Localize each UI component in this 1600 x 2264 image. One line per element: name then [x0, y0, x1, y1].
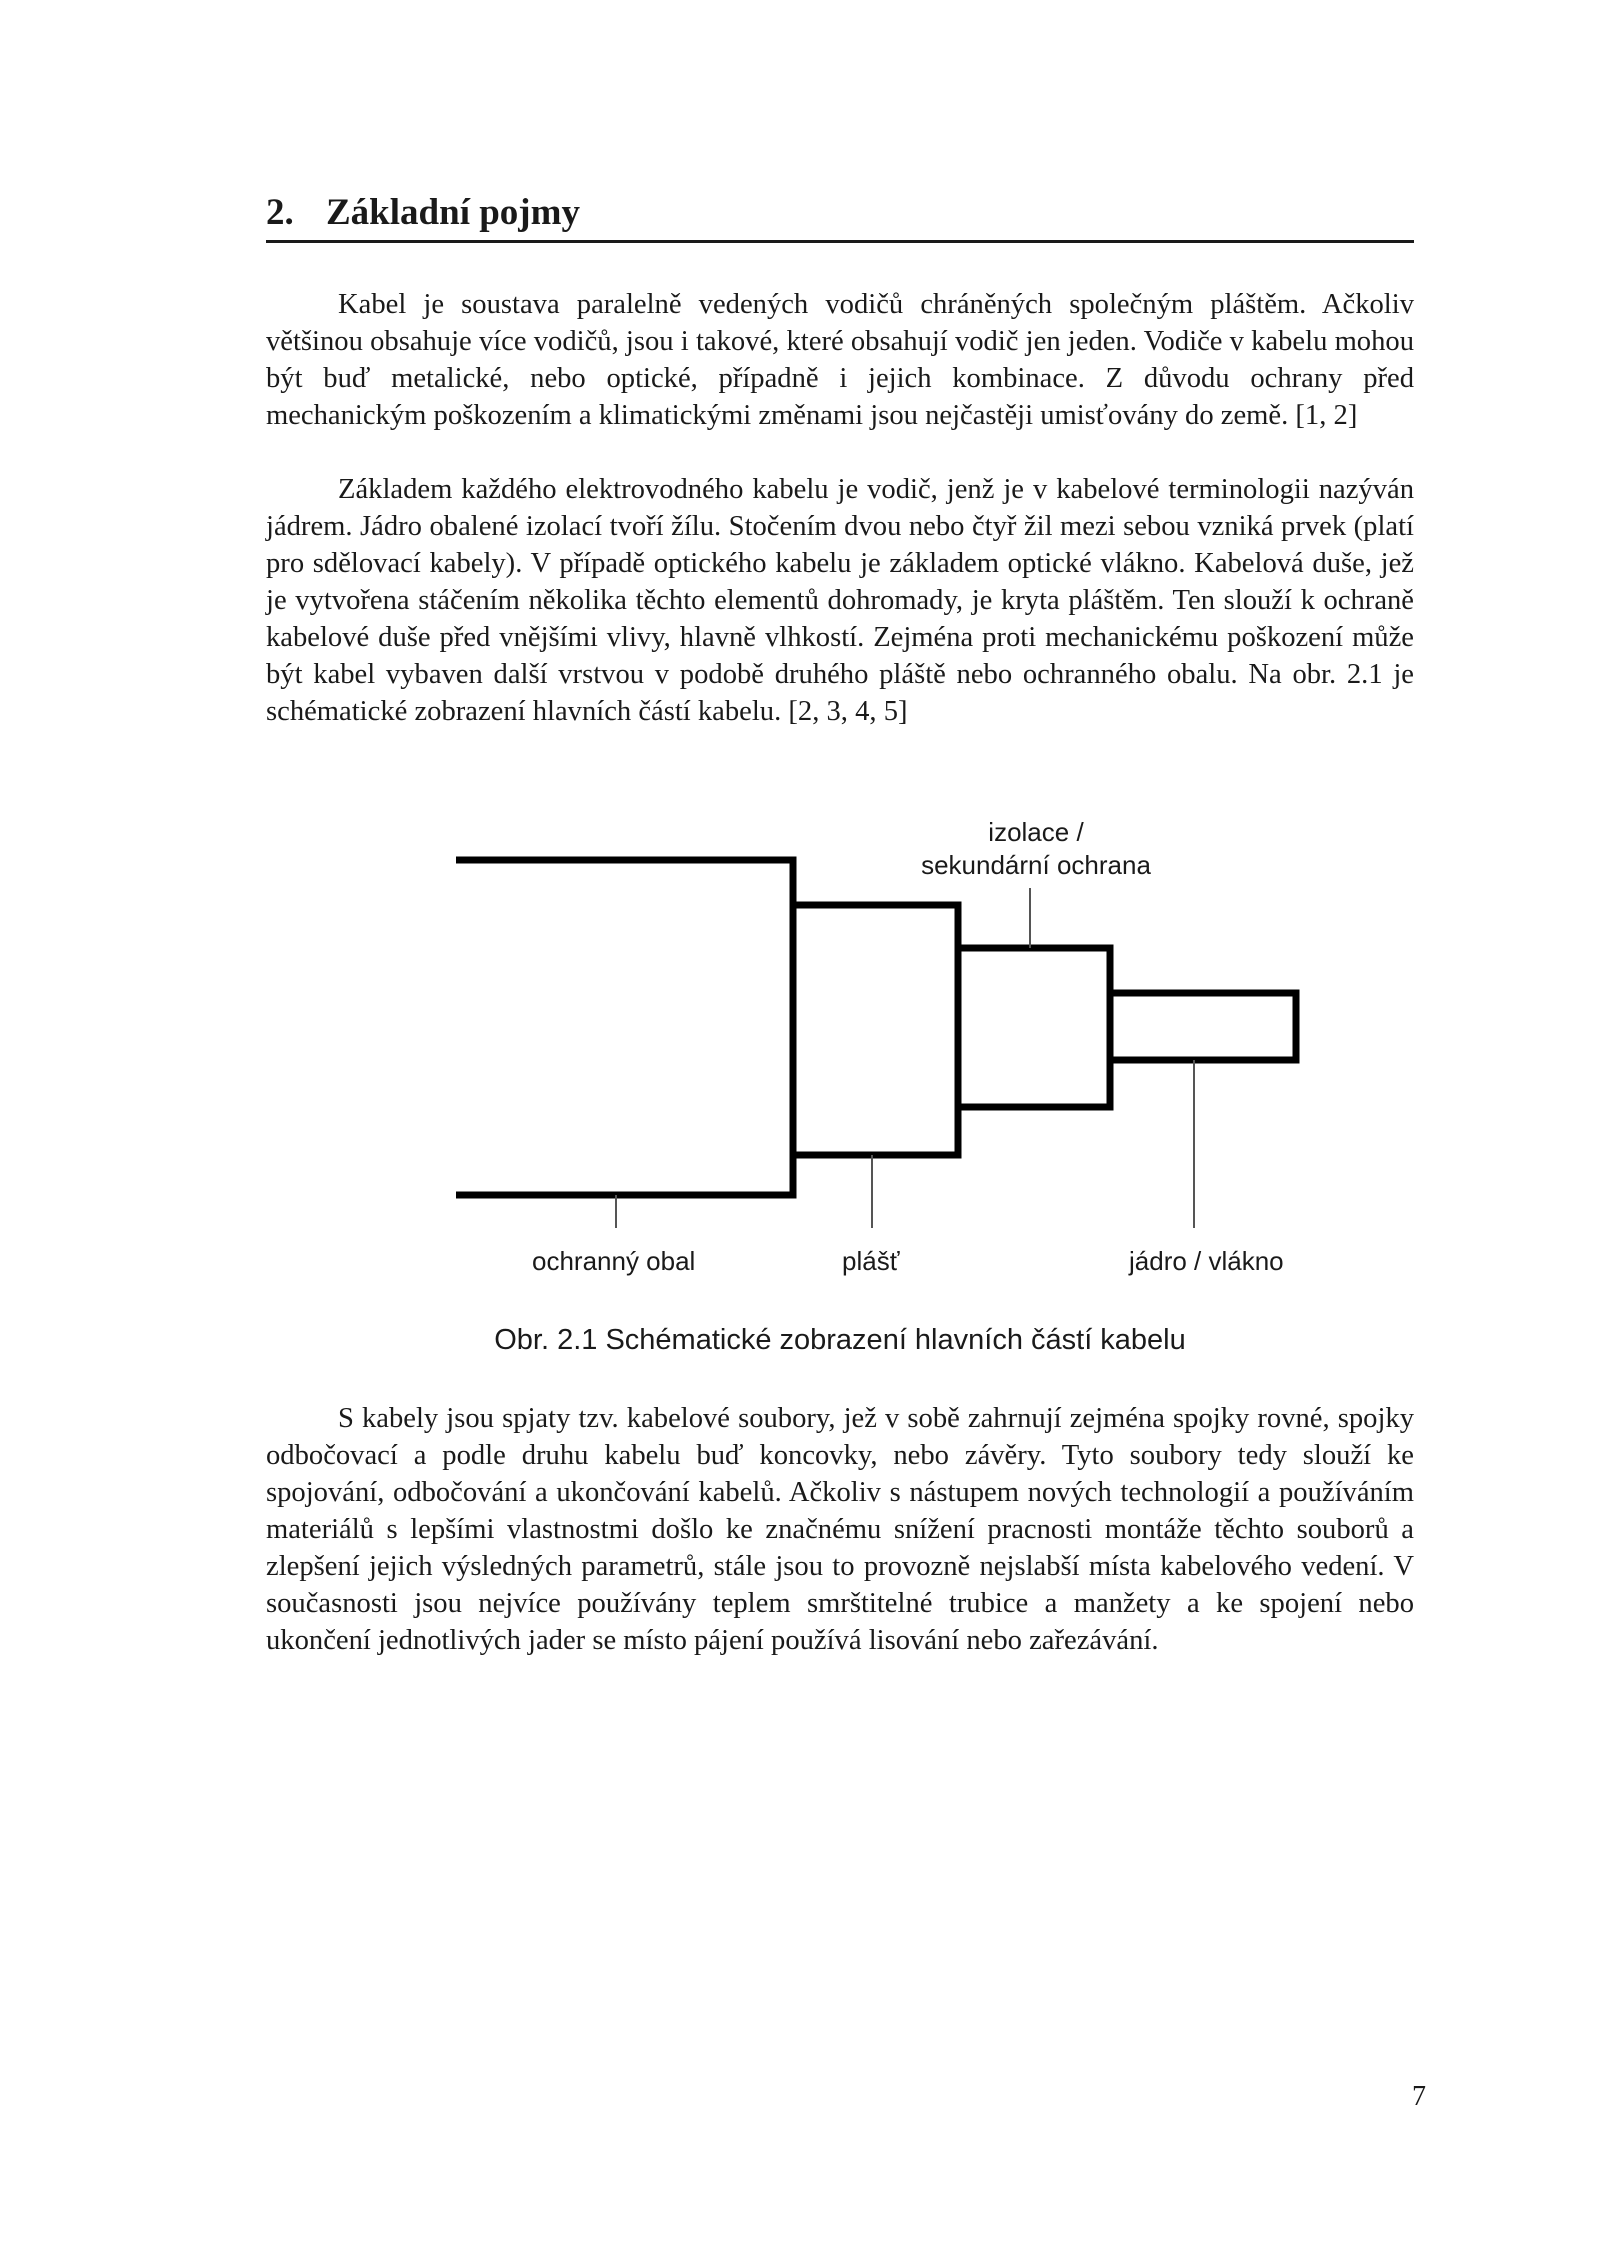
paragraph-kabel-structure: Základem každého elektrovodného kabelu je vodič, jenž je v kabelové terminologii nazýván jádrem. Jádro obalené izolací tvoří žílu. Stočením dvou nebo čtyř žil mezi sebou vzniká prvek (platí pro sdělovací kabely). V případě optického kabelu je základem optické vlákno. Kabelová duše, jež je vytvořena stáčením několika těchto elementů dohromady, je kryta pláštěm. Ten slouží k ochraně kabelové duše před vnějšími vlivy, hlavně vlhkostí. Zejména proti mechanickému poškození může být kabel vybaven další vrstvou v podobě druhého pláště nebo ochranného obalu. Na obr. 2.1 je schématické zobrazení hlavních částí kabelu. [2, 3, 4, 5]: [266, 474, 1414, 727]
label-plast: plášť: [842, 1246, 900, 1276]
paragraph-kabel-definition: Kabel je soustava paralelně vedených vodičů chráněných společným pláštěm. Ačkoliv většinou obsahuje více vodičů, jsou i takové, které obsahují vodič jen jeden. Vodiče v kabelu mohou být buď metalické, nebo optické, případně i jejich kombinace. Z důvodu ochrany před mechanickým poškozením a klimatickými změnami jsou nejčastěji umisťovány do země. [1, 2]: [266, 289, 1414, 431]
cable-schematic-svg: [266, 800, 1414, 1320]
section-heading: [266, 188, 1414, 243]
figure-caption: Obr. 2.1 Schématické zobrazení hlavních částí kabelu: [494, 1324, 1186, 1356]
sheath-shape: [793, 905, 958, 1155]
paragraph-kabelove-soubory: S kabely jsou spjaty tzv. kabelové soubory, jež v sobě zahrnují zejména spojky rovné, spojky odbočovací a podle druhu kabelu buď koncovky, nebo závěry. Tyto soubory tedy slouží ke spojování, odbočování a ukončování kabelů. Ačkoliv s nástupem nových technologií a používáním materiálů s lepšími vlastnostmi došlo ke značnému snížení pracnosti montáže těchto souborů a zlepšení jejich výsledných parametrů, stále jsou to provozně nejslabší místa kabelového vedení. V současnosti jsou nejvíce používány teplem smrštitelné trubice a manžety a ke spojení nebo ukončení jednotlivých jader se místo pájení používá lisování nebo zařezávání.: [266, 1403, 1414, 1656]
label-ochranny-obal: ochranný obal: [532, 1246, 696, 1276]
core-shape: [1110, 993, 1296, 1060]
insulation-shape: [958, 948, 1110, 1107]
label-izolace: izolace /: [988, 817, 1084, 847]
page-number: 7: [1412, 2081, 1426, 2112]
label-jadro-vlakno: jádro / vlákno: [1129, 1246, 1284, 1276]
outer-cover-shape: [456, 860, 793, 1195]
section-number: 2.: [266, 192, 294, 233]
label-sekundarni-ochrana: sekundární ochrana: [921, 850, 1151, 880]
cable-diagram: [266, 800, 1414, 1360]
section-title: Základní pojmy: [326, 192, 580, 233]
